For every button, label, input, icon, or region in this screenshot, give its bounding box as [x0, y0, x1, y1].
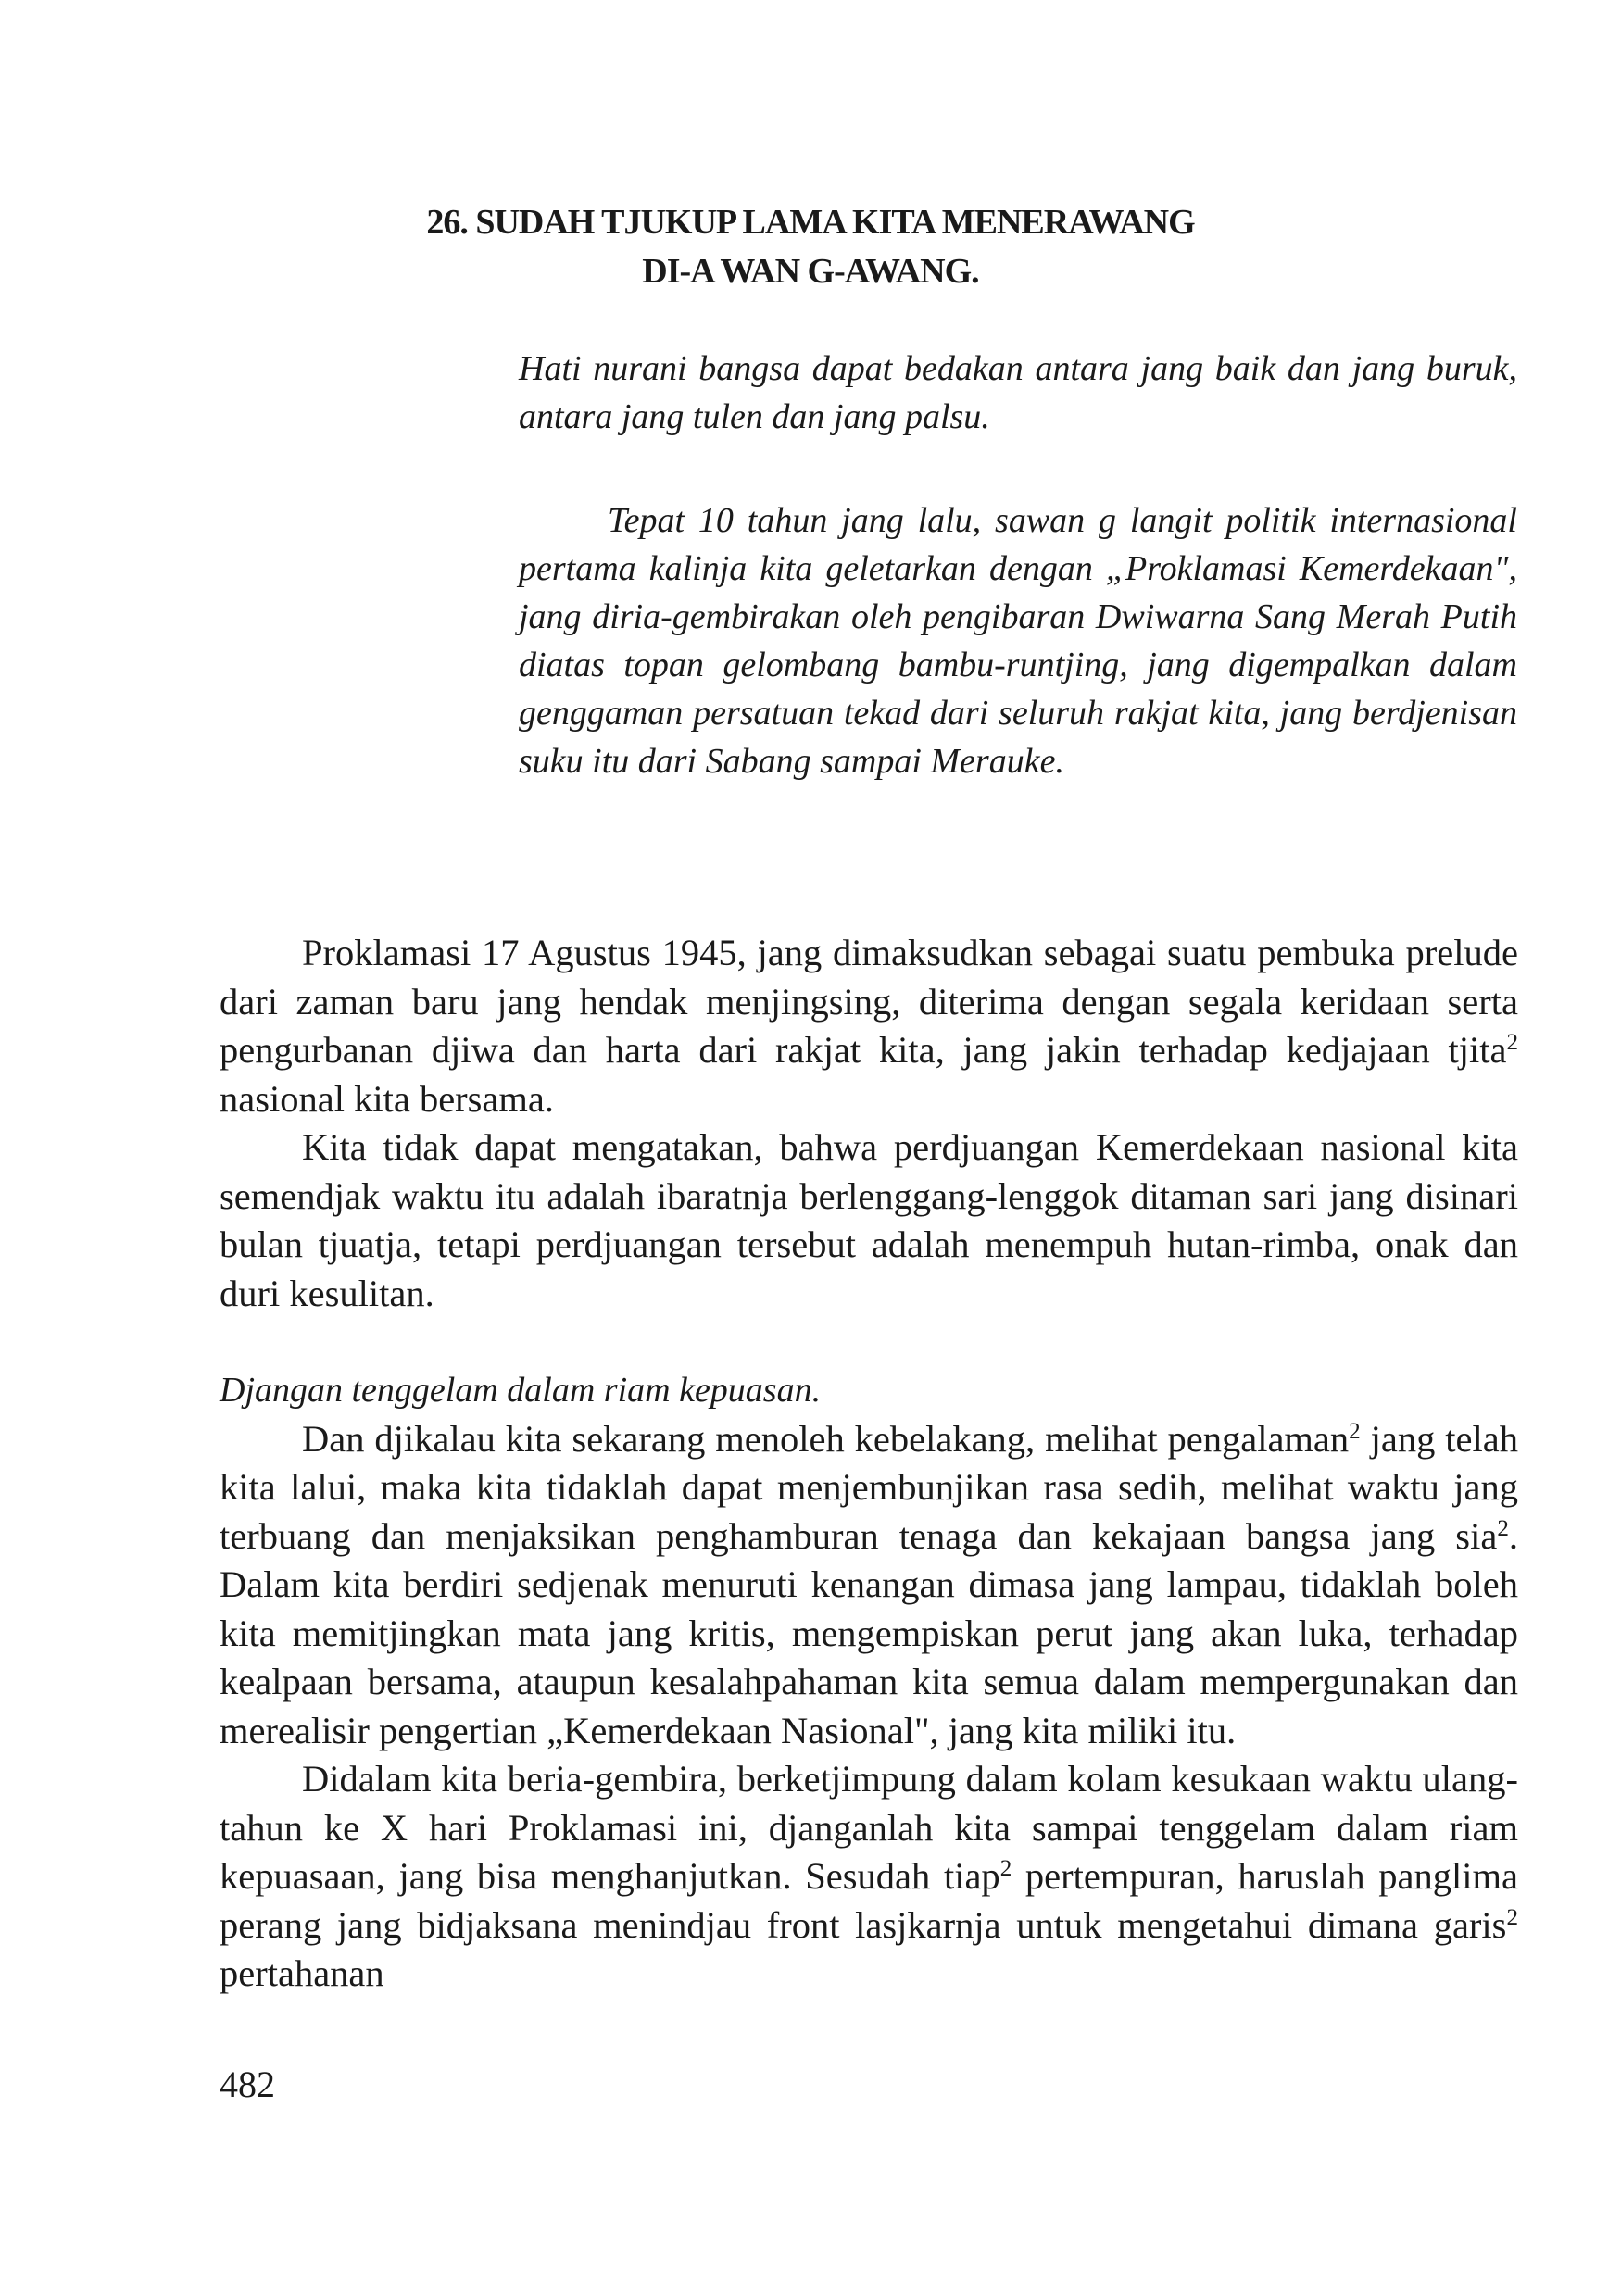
paragraph-1-end: nasional kita bersama. [220, 1077, 554, 1120]
paragraph-2: Kita tidak dapat mengatakan, bahwa perdjuangan Kemerdekaan nasional kita semendjak waktu itu adalah ibaratnja berlenggang-lenggok ditaman sari jang disinari bulan tjuatja, tetapi perdjuangan tersebut adalah menempuh hutan-rimba, onak dan duri kesulitan. [220, 1126, 1518, 1314]
footnote-mark: 2 [999, 1856, 1012, 1882]
footnote-mark: 2 [1497, 1515, 1509, 1541]
footnote-mark: 2 [1506, 1904, 1518, 1930]
paragraph-4 [220, 1755, 1518, 1999]
paragraph-4-text-a: Didalam kita beria-gembira, berketjimpung dalam kolam kesukaan waktu ulang-tahun ke X hari Proklamasi ini, djanganlah kita sampai tenggelam dalam riam kepuasaan, jang bisa menghanjutkan. Sesudah tiap [220, 1758, 1518, 1897]
footnote-mark: 2 [1349, 1418, 1361, 1444]
paragraph-3 [220, 1415, 1518, 1756]
paragraph-1-text: Proklamasi 17 Agustus 1945, jang dimaksudkan sebagai suatu pembuka prelude dari zaman baru jang hendak menjingsing, diterima dengan segala keridaan serta pengurbanan djiwa dan harta dari rakjat kita, jang jakin terhadap kedjajaan tjita [220, 932, 1518, 1071]
paragraph-3-text-a: Dan djikalau kita sekarang menoleh kebelakang, melihat pengalaman [302, 1417, 1350, 1460]
paragraph-3-text-c: . Dalam kita berdiri sedjenak menuruti kenangan dimasa jang lampau, tidaklah boleh kita memitjingkan mata jang kritis, mengempiskan perut jang akan luka, terhadap kealpaan bersama, ataupun kesalahpahaman kita semua dalam mempergunakan dan merealisir pengertian „Kemerdekaan Nasional", jang kita miliki itu. [220, 1514, 1518, 1751]
chapter-title-line-1: 26. SUDAH TJUKUP LAMA KITA MENERAWANG [426, 203, 1195, 242]
epigraph-motto: Hati nurani bangsa dapat bedakan antara jang baik dan jang buruk, antara jang tulen dan jang palsu. [519, 349, 1517, 436]
footnote-mark: 2 [1506, 1030, 1518, 1056]
chapter-title-line-2: DI-A WAN G-AWANG. [642, 252, 979, 291]
paragraph-4-text-b: pertempuran, haruslah panglima perang jang bidjaksana menindjau front lasjkarnja untuk mengetahui dimana garis [220, 1855, 1518, 1946]
paragraph-3-text-b: jang telah kita lalui, maka kita tidaklah dapat menjembunjikan rasa sedih, melihat waktu jang terbuang dan menjaksikan penghamburan tenaga dan kekajaan bangsa jang sia [220, 1417, 1518, 1557]
paragraph-1 [220, 929, 1518, 1123]
paragraph-4-text-c: pertahanan [220, 1952, 384, 1994]
epigraph-intro: Tepat 10 tahun jang lalu, sawan g langit politik internasional pertama kalinja kita geletarkan dengan „Proklamasi Kemerdekaan", jang diria-gembirakan oleh pengibaran Dwiwarna Sang Merah Putih diatas topan gelombang bambu-runtjing, jang digempalkan dalam genggaman persatuan tekad dari seluruh rakjat kita, jang berdjenisan suku itu dari Sabang sampai Merauke. [519, 501, 1517, 781]
paragraph-gap [220, 1318, 1518, 1366]
page-number: 482 [220, 2064, 275, 2105]
body-text [220, 929, 1518, 1999]
section-subheading: Djangan tenggelam dalam riam kepuasan. [220, 1371, 822, 1410]
